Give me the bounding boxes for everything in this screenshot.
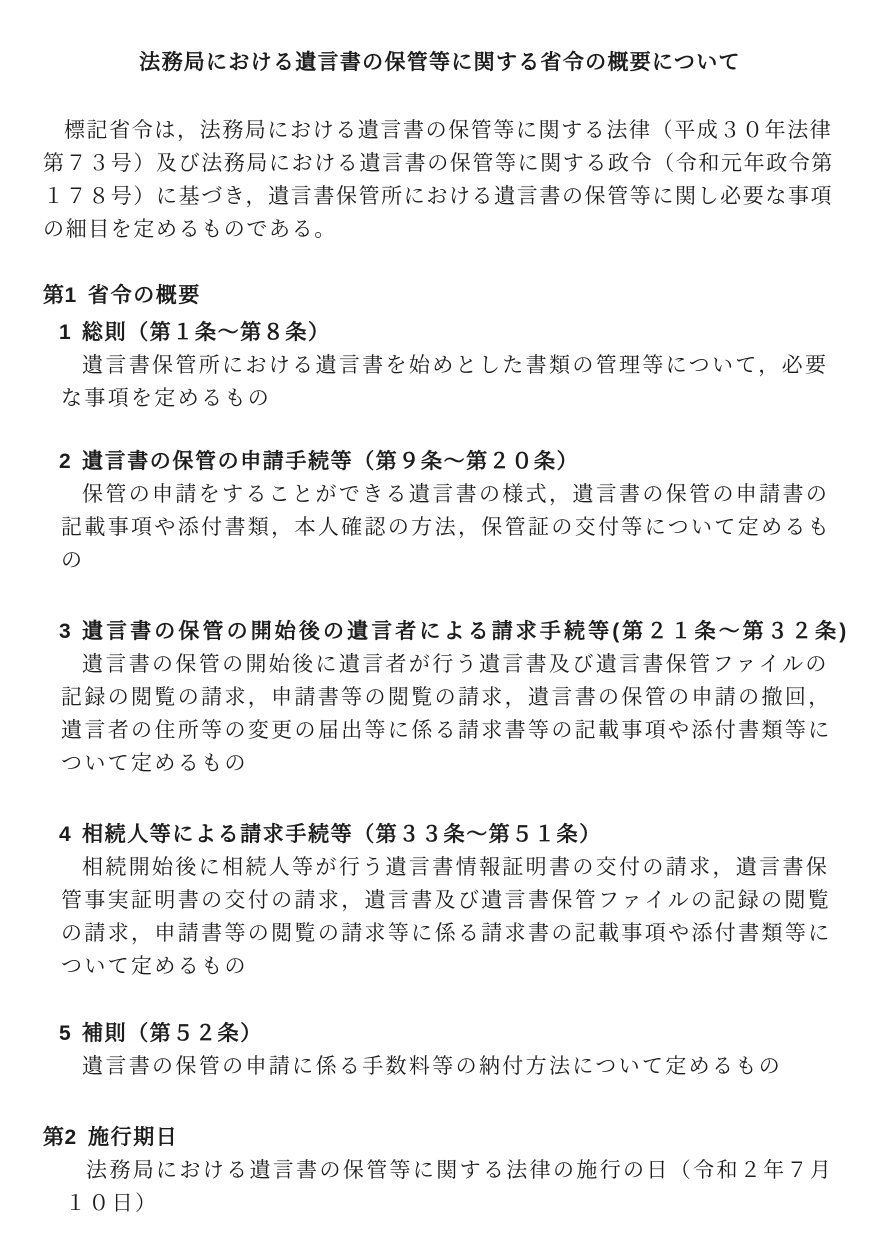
body-line: な事項を定めるもの: [61, 386, 272, 410]
section-1-heading: [43, 279, 880, 312]
body-line: ついて定めるもの: [61, 751, 248, 775]
body-line: 法務局における遺言書の保管等に関する法律の施行の日（令和２年７月: [86, 1158, 834, 1182]
section-1-title: 省令の概要: [88, 284, 201, 307]
item-1-heading: [59, 316, 880, 349]
section-1-number: 第1: [43, 284, 77, 307]
section-2-number: 第2: [43, 1126, 77, 1149]
intro-line: 標記省令は，法務局における遺言書の保管等に関する法律（平成３０年法律: [64, 118, 833, 142]
item-3-title: 遺言書の保管の開始後の遺言者による請求手続等(第２１条～第３２条): [82, 620, 850, 643]
item-5-body: [61, 1050, 836, 1083]
item-3-body: [61, 648, 836, 780]
body-line: 遺言書の保管の申請に係る手数料等の納付方法について定めるもの: [82, 1054, 783, 1078]
item-3-number: 3: [59, 620, 71, 643]
body-line: 記載事項や添付書類，本人確認の方法，保管証の交付等について定めるも: [61, 515, 832, 539]
intro-paragraph: [43, 114, 837, 246]
body-line: 保管の申請をすることができる遺言書の様式，遺言書の保管の申請書の: [82, 482, 830, 506]
item-5-heading: [59, 1017, 880, 1050]
section-2-title: 施行期日: [88, 1126, 179, 1149]
section-2-body: [65, 1154, 835, 1220]
item-1-number: 1: [59, 321, 71, 344]
intro-line: 第７３号）及び法務局における遺言書の保管等に関する政令（令和元年政令第: [43, 151, 834, 175]
body-line: 遺言者の住所等の変更の届出等に係る請求書等の記載事項や添付書類等に: [61, 718, 832, 742]
body-line: 遺言書の保管の開始後に遺言者が行う遺言書及び遺言書保管ファイルの: [82, 652, 829, 676]
body-line: １０日）: [65, 1191, 159, 1215]
item-5-title: 補則（第５２条）: [82, 1022, 263, 1045]
intro-line: １７８号）に基づき，遺言書保管所における遺言書の保管等に関し必要な事項: [43, 184, 834, 208]
body-line: 相続開始後に相続人等が行う遺言書情報証明書の交付の請求，遺言書保: [82, 855, 830, 879]
intro-line: の細目を定めるものである。: [43, 217, 337, 241]
item-2-body: [61, 478, 836, 577]
item-1-title: 総則（第１条～第８条）: [82, 321, 331, 344]
item-3-heading: [59, 615, 880, 648]
item-4-number: 4: [59, 823, 71, 846]
item-1-body: [61, 349, 836, 415]
document-title: 法務局における遺言書の保管等に関する省令の概要について: [139, 51, 741, 74]
item-5-number: 5: [59, 1022, 71, 1045]
body-line: の: [61, 548, 85, 572]
item-4-body: [61, 851, 836, 983]
item-4-title: 相続人等による請求手続等（第３３条～第５１条）: [82, 823, 602, 846]
item-2-title: 遺言書の保管の申請手続等（第９条～第２０条）: [82, 450, 580, 473]
body-line: 記録の閲覧の請求，申請書等の閲覧の請求，遺言書の保管の申請の撤回，: [61, 685, 832, 709]
body-line: ついて定めるもの: [61, 954, 248, 978]
item-2-number: 2: [59, 450, 71, 473]
item-2-heading: [59, 445, 880, 478]
item-4-heading: [59, 818, 880, 851]
section-2-heading: [43, 1121, 880, 1154]
body-line: 管事実証明書の交付の請求，遺言書及び遺言書保管ファイルの記録の閲覧: [61, 888, 832, 912]
body-line: の請求，申請書等の閲覧の請求等に係る請求書の記載事項や添付書類等に: [61, 921, 832, 945]
body-line: 遺言書保管所における遺言書を始めとした書類の管理等について，必要: [82, 353, 829, 377]
